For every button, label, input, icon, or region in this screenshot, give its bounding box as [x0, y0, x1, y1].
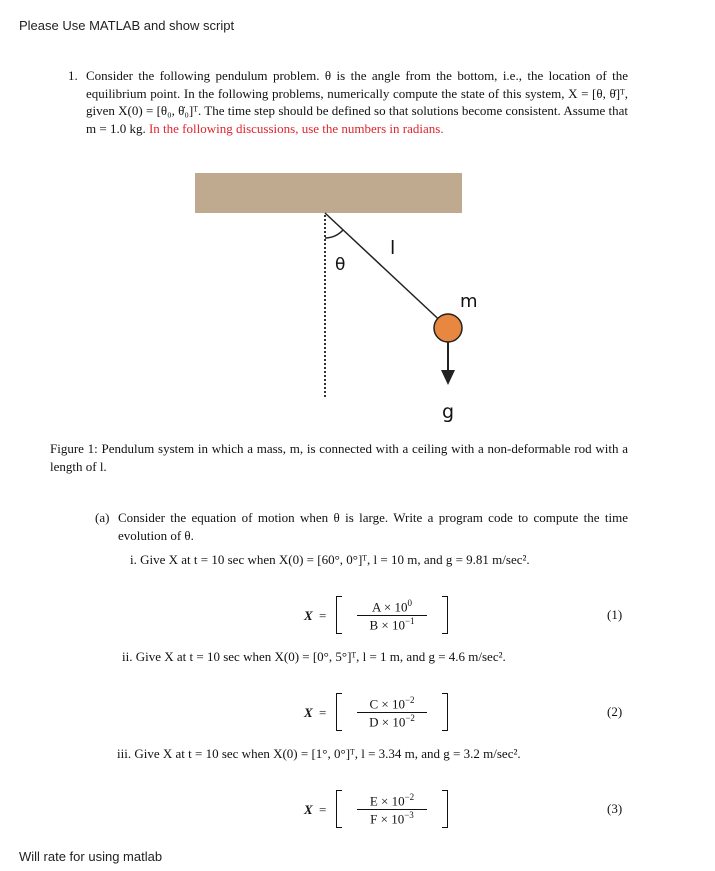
part-a — [95, 509, 628, 544]
eq-equals: = — [319, 608, 327, 623]
problem-note-red: In the following discussions, use the numbers in radians. — [148, 120, 444, 136]
eq-top: $C \times 10^{-2}$ — [369, 695, 415, 712]
eq-vector — [336, 693, 448, 731]
rod-label: l — [390, 237, 396, 259]
eq-lhs: X — [304, 802, 313, 817]
theta-label: θ — [335, 255, 346, 275]
pendulum-figure — [190, 170, 478, 425]
eq-vector — [336, 790, 448, 828]
gravity-label: g — [442, 401, 455, 423]
eq-top: $E \times 10^{-2}$ — [369, 792, 415, 809]
equation-number-1: (1) — [607, 607, 623, 622]
item-label: ii. — [122, 649, 133, 664]
eq-bottom: $F \times 10^{-3}$ — [370, 810, 414, 827]
problem-text: Consider the following pendulum problem. θ is the angle from the bottom, i.e., the location of the equilibrium point. In the following problems, numerically compute the state of this system, X = [θ, θ̇]ᵀ, given X(0) = [θ₀, θ̇₀]ᵀ. The time step should be defined so that solutions become consistent. Assume that m = 1.0 kg. — [86, 68, 628, 136]
eq-bottom: $B \times 10^{-1}$ — [369, 616, 415, 633]
item-text: Give X at t = 10 sec when X(0) = [60°, 0°]ᵀ, l = 10 m, and g = 9.81 m/sec². — [140, 552, 530, 567]
eq-top: $A \times 10^0$ — [371, 598, 412, 615]
eq-equals: = — [319, 802, 327, 817]
item-label: i. — [130, 552, 137, 567]
equation-1 — [304, 596, 464, 636]
part-a-text: Consider the equation of motion when θ is large. Write a program code to compute the time evolution of θ. — [118, 510, 628, 543]
eq-bottom: $D \times 10^{-2}$ — [369, 713, 415, 730]
problem-statement — [68, 67, 628, 137]
eq-equals: = — [319, 705, 327, 720]
eq-lhs: X — [304, 705, 313, 720]
gravity-arrow-head — [441, 370, 455, 385]
eq-lhs: X — [304, 608, 313, 623]
eq-vector — [336, 596, 448, 634]
item-label: iii. — [117, 746, 132, 761]
equation-2 — [304, 693, 464, 733]
header-note: Please Use MATLAB and show script — [19, 18, 235, 33]
footer-note: Will rate for using matlab — [19, 849, 163, 864]
equation-number-3: (3) — [607, 801, 623, 816]
angle-arc — [325, 230, 343, 238]
item-ii — [122, 649, 506, 665]
equation-number-2: (2) — [607, 704, 623, 719]
part-a-label: (a) — [95, 510, 110, 525]
figure-caption: Figure 1: Pendulum system in which a mass, m, is connected with a ceiling with a non-deformable rod with a length of l. — [50, 441, 628, 474]
equation-3 — [304, 790, 464, 830]
item-text: Give X at t = 10 sec when X(0) = [0°, 5°]ᵀ, l = 1 m, and g = 4.6 m/sec². — [135, 649, 506, 664]
item-text: Give X at t = 10 sec when X(0) = [1°, 0°]ᵀ, l = 3.34 m, and g = 3.2 m/sec². — [134, 746, 521, 761]
mass-bob — [434, 314, 462, 342]
item-iii — [117, 746, 521, 762]
ceiling — [195, 173, 462, 213]
item-i — [130, 552, 530, 568]
mass-label: m — [460, 291, 478, 312]
problem-number: 1. — [68, 68, 78, 83]
